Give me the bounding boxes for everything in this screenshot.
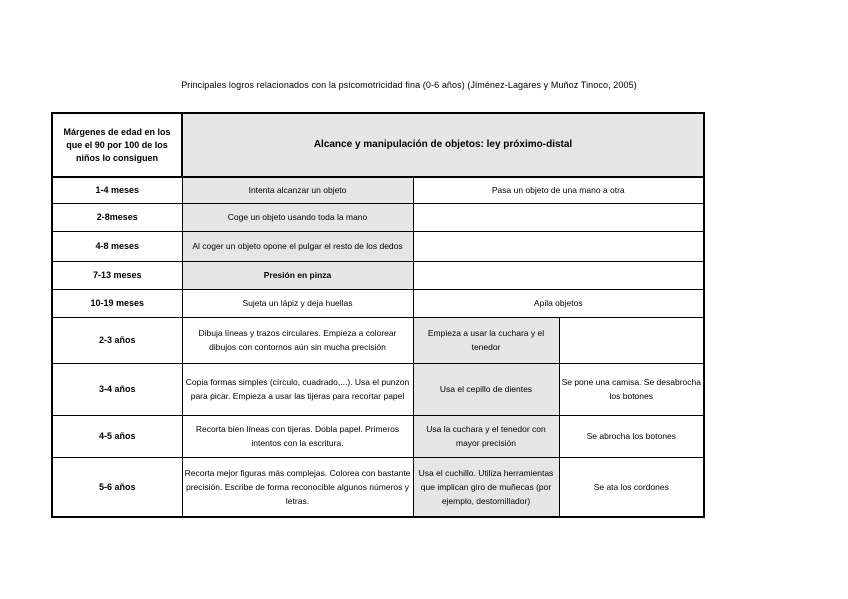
age-cell: 10-19 meses <box>52 289 182 317</box>
milestone-cell: Empieza a usar la cuchara y el tenedor <box>413 317 559 363</box>
age-cell: 2-8meses <box>52 203 182 231</box>
milestone-cell: Se ata los cordones <box>559 457 704 517</box>
milestone-cell <box>559 317 704 363</box>
fine-motor-milestones-table <box>51 112 705 518</box>
milestone-cell: Copia formas simples (círculo, cuadrado,...). Usa el punzon para picar. Empieza a usar las tijeras para recortar papel <box>182 363 413 415</box>
milestone-cell <box>413 261 704 289</box>
milestone-cell: Se abrocha los botones <box>559 415 704 457</box>
milestone-cell: Se pone una camisa. Se desabrocha los botones <box>559 363 704 415</box>
table-row <box>52 415 704 457</box>
age-cell: 7-13 meses <box>52 261 182 289</box>
milestone-cell: Usa el cepillo de dientes <box>413 363 559 415</box>
table-row <box>52 203 704 231</box>
age-cell: 5-6 años <box>52 457 182 517</box>
age-cell: 3-4 años <box>52 363 182 415</box>
milestone-cell: Usa la cuchara y el tenedor con mayor precisión <box>413 415 559 457</box>
milestone-cell: Al coger un objeto opone el pulgar el resto de los dedos <box>182 231 413 261</box>
table-row <box>52 289 704 317</box>
milestone-cell: Recorta bien líneas con tijeras. Dobla papel. Primeros intentos con la escritura. <box>182 415 413 457</box>
age-cell: 1-4 meses <box>52 177 182 203</box>
milestone-cell: Apila objetos <box>413 289 704 317</box>
table-row <box>52 177 704 203</box>
table-row <box>52 231 704 261</box>
milestone-cell: Recorta mejor figuras más complejas. Colorea con bastante precisión. Escribe de forma reconocible algunos números y letras. <box>182 457 413 517</box>
milestone-cell: Dibuja líneas y trazos circulares. Empieza a colorear dibujos con contornos aún sin mucha precisión <box>182 317 413 363</box>
milestone-cell: Pasa un objeto de una mano a otra <box>413 177 704 203</box>
milestone-cell <box>413 231 704 261</box>
age-cell: 4-5 años <box>52 415 182 457</box>
age-cell: 2-3 años <box>52 317 182 363</box>
table-row <box>52 261 704 289</box>
table-caption: Principales logros relacionados con la psicomotricidad fina (0-6 años) (Jiménez-Lagares y Muñoz Tinoco, 2005) <box>181 80 637 90</box>
milestone-cell: Presión en pinza <box>182 261 413 289</box>
age-column-header: Márgenes de edad en los que el 90 por 100 de los niños lo consiguen <box>52 113 182 177</box>
milestone-cell: Intenta alcanzar un objeto <box>182 177 413 203</box>
table-title-header: Alcance y manipulación de objetos: ley próximo-distal <box>182 113 704 177</box>
table-row <box>52 457 704 517</box>
milestone-cell: Sujeta un lápiz y deja huellas <box>182 289 413 317</box>
header-row <box>52 113 704 177</box>
table-row <box>52 317 704 363</box>
milestone-cell <box>413 203 704 231</box>
age-cell: 4-8 meses <box>52 231 182 261</box>
milestone-cell: Coge un objeto usando toda la mano <box>182 203 413 231</box>
milestone-cell: Usa el cuchillo. Utiliza herramientas que implican giro de muñecas (por ejemplo, destornillador) <box>413 457 559 517</box>
table-row <box>52 363 704 415</box>
